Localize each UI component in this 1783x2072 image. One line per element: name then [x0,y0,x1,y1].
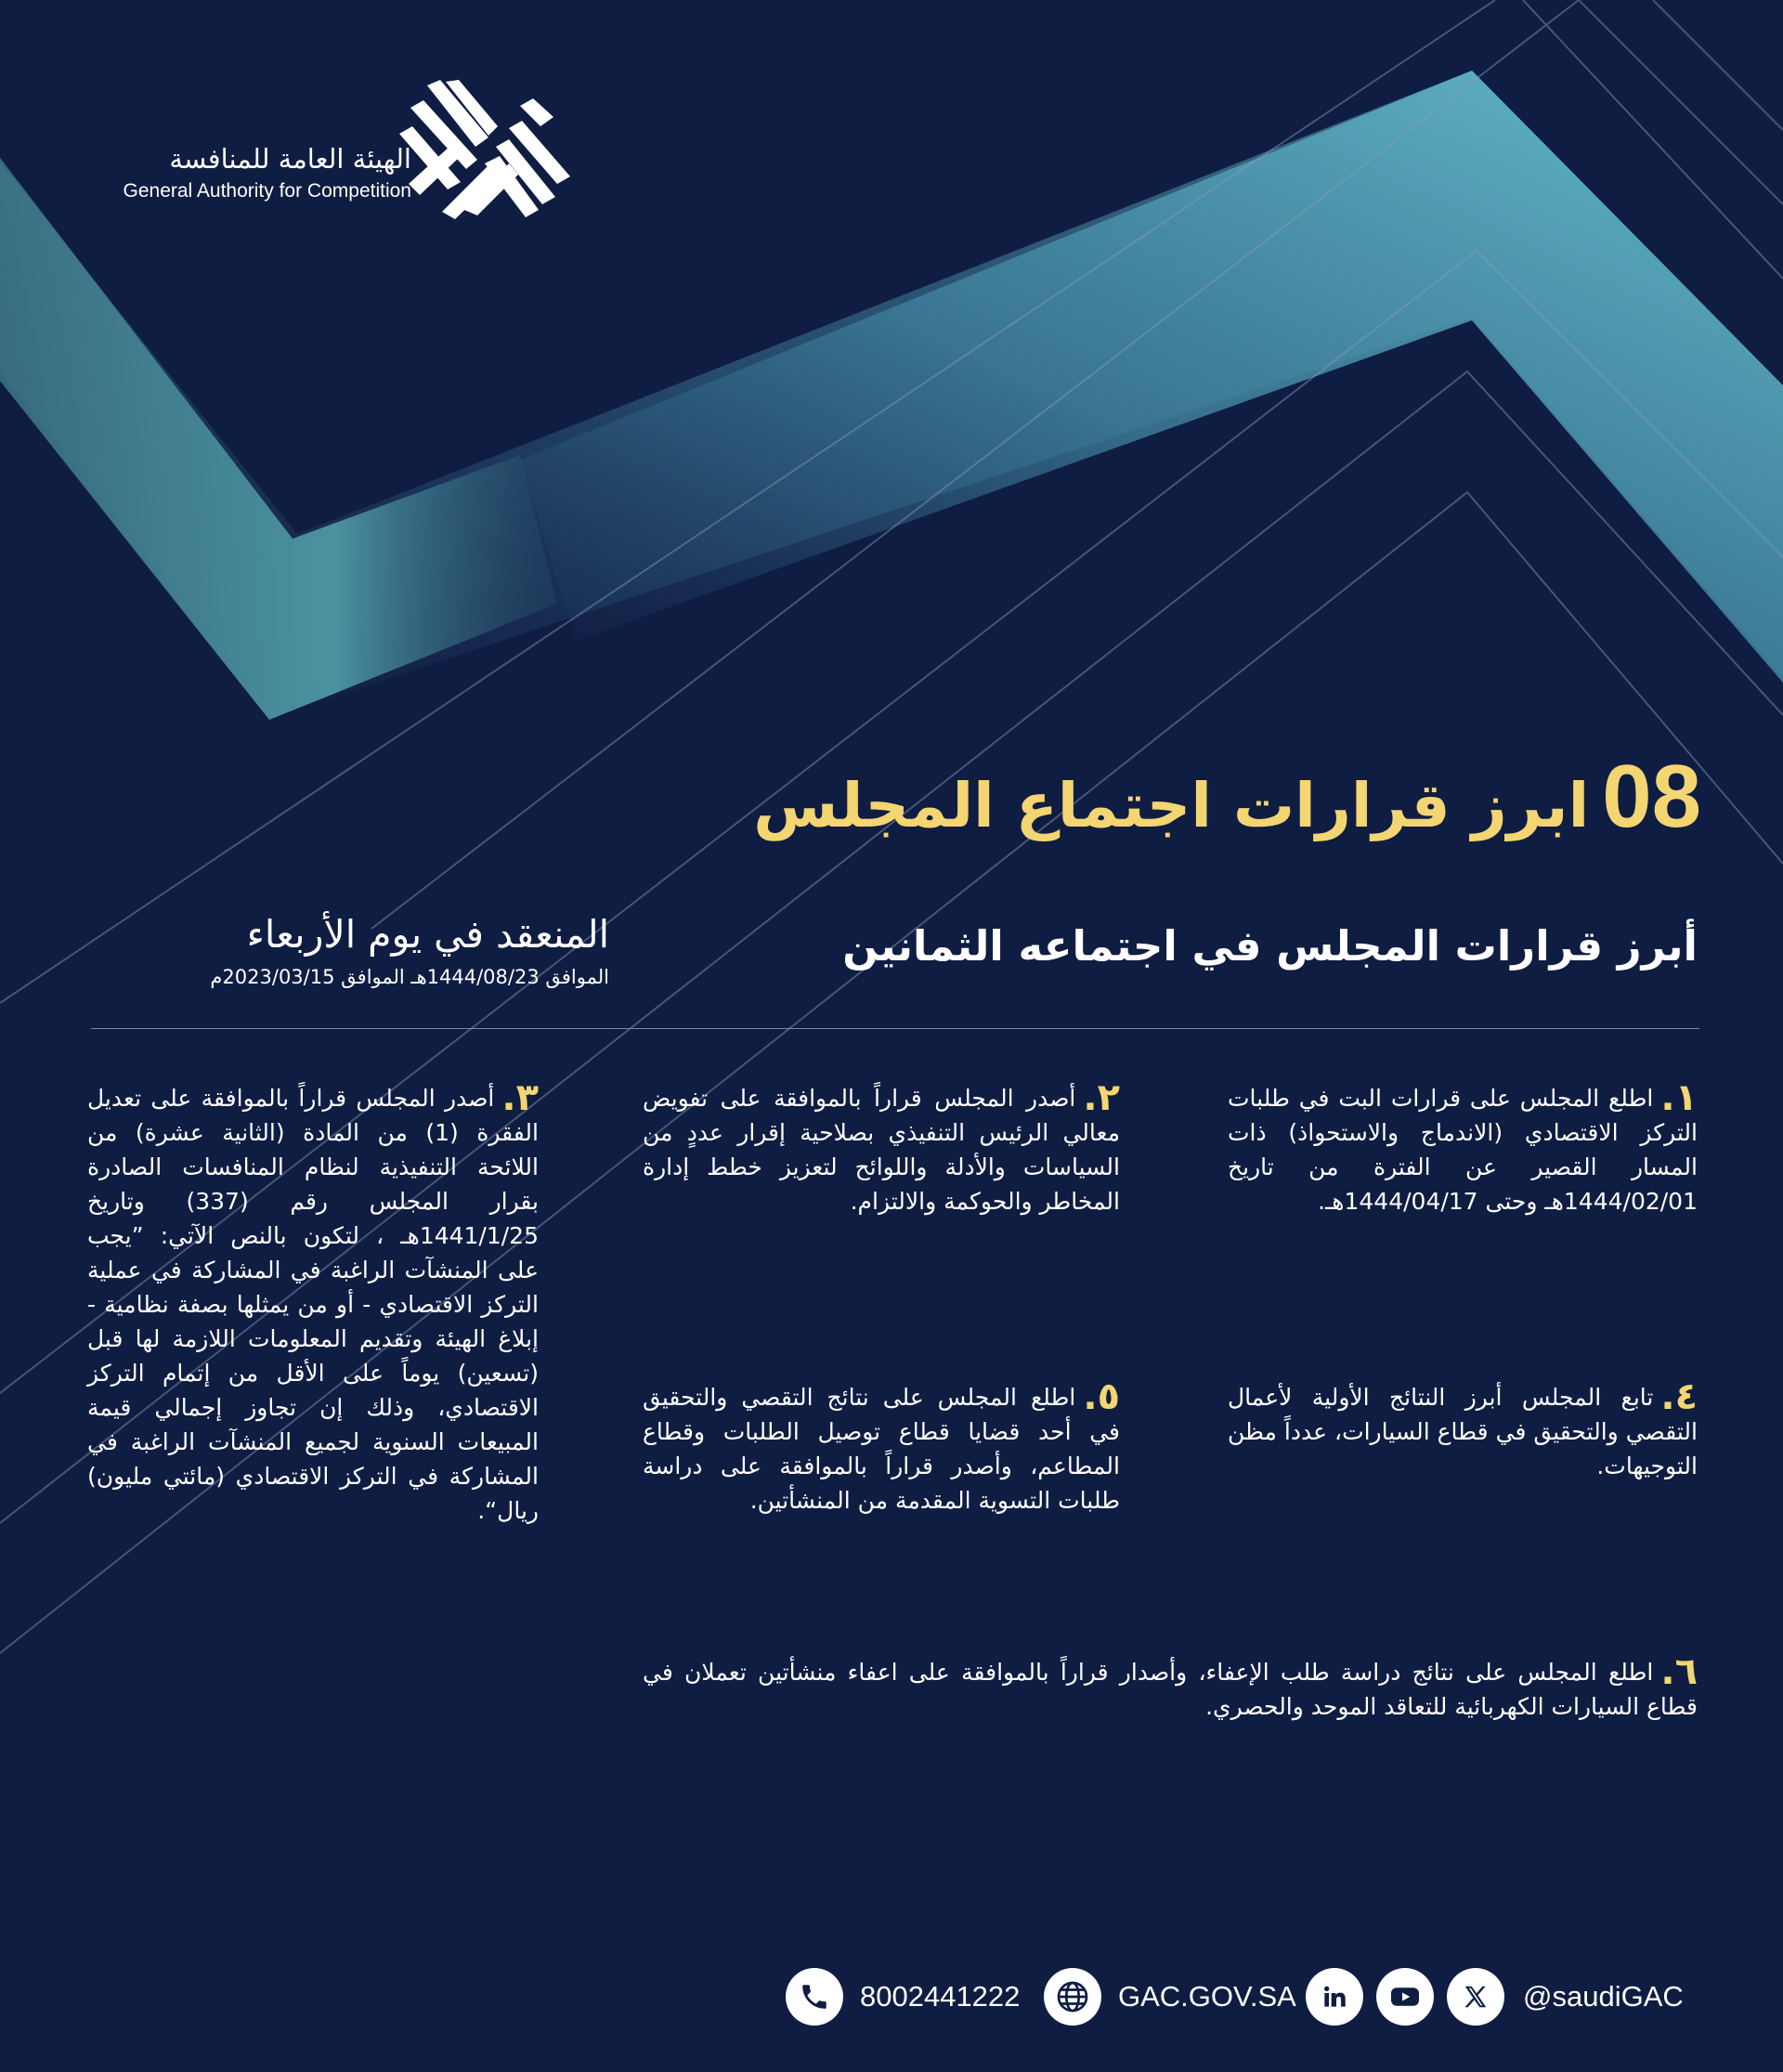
phone-number: 8002441222 [860,1980,1021,2013]
decision-number: ٦. [1660,1650,1698,1693]
main-title [753,747,1701,846]
decision-text: اطلع المجلس على نتائج دراسة طلب الإعفاء، وأصدار قراراً بالموافقة على اعفاء منشأتين تعملان في قطاع السيارات الكهربائية للتعاقد الموحد والحصري. [643,1659,1698,1720]
main-title-text: ابرز قرارات اجتماع المجلس [753,770,1590,841]
phone-icon [786,1968,843,2026]
decision-item [643,1076,1120,1218]
decision-item [87,1076,539,1528]
decision-item [643,1375,1120,1518]
decision-item [1228,1375,1698,1483]
social-handle[interactable]: @saudiGAC [1523,1980,1684,2013]
website-url: GAC.GOV.SA [1118,1980,1296,2013]
subtitle: أبرز قرارات المجلس في اجتماعه الثمانين [842,921,1698,971]
decision-number: ١. [1660,1076,1698,1119]
decision-number: ٢. [1083,1076,1120,1119]
decision-text: اطلع المجلس على نتائج التقصي والتحقيق في أحد قضايا قطاع توصيل الطلبات وقطاع المطاعم، وأصدر قراراً بالموافقة على دراسة طلبات التسوية المقدمة من المنشأتين. [643,1384,1120,1514]
decision-number: ٤. [1660,1375,1698,1418]
x-icon[interactable] [1447,1968,1504,2026]
website-link[interactable] [1044,1967,1296,2026]
decision-item [1228,1076,1698,1218]
youtube-icon[interactable] [1376,1968,1434,2026]
meeting-day: المنعقد في يوم الأربعاء [246,912,609,957]
linkedin-icon[interactable] [1306,1968,1363,2026]
logo-arabic-name: الهيئة العامة للمنافسة [169,143,411,175]
decision-item [643,1650,1698,1724]
gac-logo-mark-icon [399,80,571,219]
decision-text: اطلع المجلس على قرارات البت في طلبات التركز الاقتصادي (الاندماج والاستحواذ) ذات المسار القصير عن الفترة من تاريخ 1444/02/01هـ وحتى 1444/04/17هـ. [1228,1085,1698,1215]
social-links [1306,1967,1684,2026]
globe-icon [1044,1968,1101,2026]
phone-contact[interactable] [786,1967,1020,2026]
decision-number: ٣. [501,1076,539,1119]
meeting-info [89,912,609,988]
decision-text: أصدر المجلس قراراً بالموافقة على تفويض معالي الرئيس التنفيذي بصلاحية إقرار عددٍ من السياسات والأدلة واللوائح لتعزيز خطط إدارة المخاطر والحوكمة والالتزام. [643,1085,1120,1215]
meeting-date: الموافق 1444/08/23هـ الموافق 2023/03/15م [210,966,609,988]
gac-logo [102,80,571,219]
meeting-number: 08 [1602,747,1701,846]
divider [91,1028,1699,1029]
logo-english-name: General Authority for Competition [123,180,411,202]
decision-number: ٥. [1083,1375,1120,1418]
decision-text: تابع المجلس أبرز النتائج الأولية لأعمال التقصي والتحقيق في قطاع السيارات، عدداً مظن التوجيهات. [1228,1384,1698,1479]
decision-text: أصدر المجلس قراراً بالموافقة على تعديل الفقرة (1) من المادة (الثانية عشرة) من اللائحة التنفيذية لنظام المنافسات الصادرة بقرار المجلس رقم (337) وتاريخ 1441/1/25هـ ، لتكون بالنص الآتي: ”يجب على المنشآت الراغبة في المشاركة في عملية التركز الاقتصادي - أو من يمثلها بصفة نظامية - إبلاغ الهيئة وتقديم المعلومات اللازمة لها قبل (تسعين) يوماً على الأقل من إتمام التركز الاقتصادي، وذلك إن تجاوز إجمالي قيمة المبيعات السنوية لجميع المنشآت الراغبة في المشاركة في التركز الاقتصادي (مائتي مليون) ريال“. [87,1085,539,1524]
